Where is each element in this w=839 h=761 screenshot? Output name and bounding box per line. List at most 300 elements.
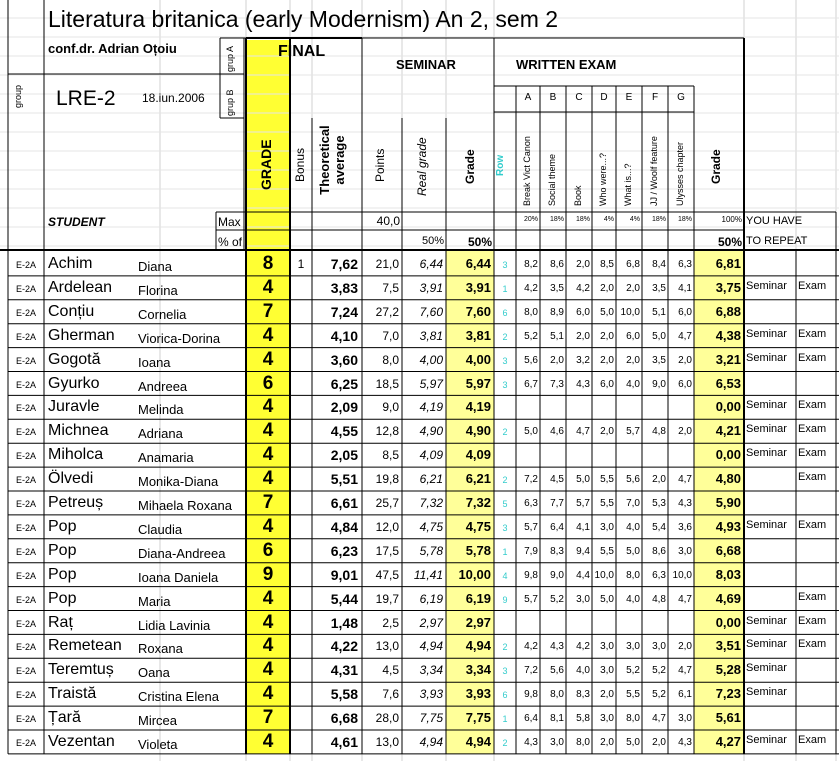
group-cell[interactable]: E-2A xyxy=(16,379,37,390)
real-grade-cell[interactable]: 4,75 xyxy=(419,519,443,534)
theoretical-average-cell[interactable]: 2,09 xyxy=(330,399,358,416)
exam-score-cell[interactable]: 3,0 xyxy=(652,641,666,653)
row-number-cell[interactable]: 1 xyxy=(502,546,508,557)
exam-score-cell[interactable]: 5,1 xyxy=(550,330,564,342)
exam-score-cell[interactable]: 4,7 xyxy=(678,330,692,342)
exam-grade-cell[interactable]: 4,93 xyxy=(715,518,741,534)
theoretical-average-cell[interactable]: 4,61 xyxy=(330,734,358,750)
repeat-seminar-cell[interactable]: Seminar xyxy=(746,614,787,627)
exam-score-cell[interactable]: 2,0 xyxy=(652,474,666,486)
exam-score-cell[interactable]: 9,0 xyxy=(550,569,564,581)
last-name-cell[interactable]: Conțiu xyxy=(48,302,95,320)
points-cell[interactable]: 7,0 xyxy=(382,328,399,343)
final-grade-cell[interactable]: 4 xyxy=(262,515,274,537)
exam-score-cell[interactable]: 3,5 xyxy=(550,282,564,294)
first-name-cell[interactable]: Diana-Andreea xyxy=(138,545,226,561)
repeat-exam-cell[interactable]: Exam xyxy=(798,614,827,627)
exam-score-cell[interactable]: 5,7 xyxy=(626,426,640,438)
theoretical-average-cell[interactable]: 2,05 xyxy=(330,447,358,464)
points-cell[interactable]: 8,5 xyxy=(382,448,399,463)
group-cell[interactable]: E-2A xyxy=(16,570,37,581)
first-name-cell[interactable]: Diana xyxy=(138,259,172,274)
exam-score-cell[interactable]: 3,0 xyxy=(678,545,692,557)
exam-score-cell[interactable]: 4,3 xyxy=(678,498,692,509)
points-cell[interactable]: 7,6 xyxy=(382,687,399,702)
real-grade-cell[interactable]: 4,94 xyxy=(419,735,443,749)
row-number-cell[interactable]: 6 xyxy=(502,307,508,318)
exam-score-cell[interactable]: 7,3 xyxy=(550,378,564,390)
exam-score-cell[interactable]: 4,0 xyxy=(626,378,640,390)
real-grade-cell[interactable]: 11,41 xyxy=(413,567,443,582)
exam-score-cell[interactable]: 4,3 xyxy=(678,737,692,748)
exam-score-cell[interactable]: 5,2 xyxy=(626,665,640,677)
real-grade-cell[interactable]: 3,91 xyxy=(419,280,443,295)
group-cell[interactable]: E-2A xyxy=(16,451,37,462)
last-name-cell[interactable]: Remetean xyxy=(48,637,122,655)
theoretical-average-cell[interactable]: 6,23 xyxy=(330,542,358,559)
repeat-seminar-cell[interactable]: Seminar xyxy=(746,279,787,292)
real-grade-cell[interactable]: 4,94 xyxy=(419,639,443,654)
exam-score-cell[interactable]: 2,0 xyxy=(626,282,640,294)
repeat-seminar-cell[interactable]: Seminar xyxy=(746,662,787,675)
exam-score-cell[interactable]: 2,0 xyxy=(626,354,640,366)
exam-score-cell[interactable]: 6,3 xyxy=(524,498,538,509)
final-grade-cell[interactable]: 4 xyxy=(262,635,274,657)
exam-score-cell[interactable]: 3,0 xyxy=(600,521,614,533)
exam-score-cell[interactable]: 2,0 xyxy=(600,737,614,748)
group-cell[interactable]: E-2A xyxy=(16,594,37,605)
repeat-exam-cell[interactable]: Exam xyxy=(798,471,827,484)
exam-score-cell[interactable]: 4,7 xyxy=(678,665,692,677)
row-number-cell[interactable]: 2 xyxy=(502,475,508,486)
exam-score-cell[interactable]: 3,0 xyxy=(600,665,614,677)
exam-score-cell[interactable]: 4,7 xyxy=(678,474,692,486)
points-cell[interactable]: 9,0 xyxy=(382,400,399,415)
points-cell[interactable]: 2,5 xyxy=(382,615,399,630)
exam-score-cell[interactable]: 5,2 xyxy=(524,330,538,342)
exam-score-cell[interactable]: 4,8 xyxy=(652,593,666,605)
exam-score-cell[interactable]: 2,0 xyxy=(600,282,614,294)
exam-score-cell[interactable]: 6,4 xyxy=(524,713,538,725)
repeat-exam-cell[interactable]: Exam xyxy=(798,399,827,412)
seminar-grade-cell[interactable]: 5,78 xyxy=(465,542,491,558)
exam-score-cell[interactable]: 8,1 xyxy=(550,713,564,725)
first-name-cell[interactable]: Cristina Elena xyxy=(138,689,219,705)
group-cell[interactable]: E-2A xyxy=(16,427,37,438)
seminar-grade-cell[interactable]: 4,09 xyxy=(465,447,491,463)
group-cell[interactable]: E-2A xyxy=(16,522,37,533)
exam-score-cell[interactable]: 6,0 xyxy=(678,306,692,318)
exam-score-cell[interactable]: 3,5 xyxy=(652,354,666,366)
real-grade-cell[interactable]: 5,78 xyxy=(419,543,443,558)
last-name-cell[interactable]: Michnea xyxy=(48,422,109,440)
exam-score-cell[interactable]: 8,0 xyxy=(576,737,590,748)
exam-score-cell[interactable]: 8,6 xyxy=(652,545,666,557)
theoretical-average-cell[interactable]: 4,84 xyxy=(330,518,358,535)
exam-score-cell[interactable]: 10,0 xyxy=(594,569,614,581)
theoretical-average-cell[interactable]: 4,10 xyxy=(330,327,358,344)
exam-score-cell[interactable]: 4,1 xyxy=(678,282,692,294)
exam-score-cell[interactable]: 2,0 xyxy=(600,330,614,342)
final-grade-cell[interactable]: 4 xyxy=(262,276,274,298)
first-name-cell[interactable]: Claudia xyxy=(138,521,183,537)
exam-grade-cell[interactable]: 6,81 xyxy=(715,256,741,271)
row-number-cell[interactable]: 3 xyxy=(502,522,508,533)
theoretical-average-cell[interactable]: 5,44 xyxy=(330,590,358,607)
points-cell[interactable]: 28,0 xyxy=(375,711,399,726)
group-cell[interactable]: E-2A xyxy=(16,546,37,557)
repeat-exam-cell[interactable]: Exam xyxy=(798,423,827,436)
repeat-exam-cell[interactable]: Exam xyxy=(798,638,827,651)
first-name-cell[interactable]: Lidia Lavinia xyxy=(138,617,211,633)
exam-score-cell[interactable]: 5,5 xyxy=(600,545,614,557)
repeat-seminar-cell[interactable]: Seminar xyxy=(746,327,787,340)
theoretical-average-cell[interactable]: 3,83 xyxy=(330,279,358,296)
exam-score-cell[interactable]: 6,0 xyxy=(576,306,590,318)
seminar-grade-cell[interactable]: 4,00 xyxy=(465,351,491,367)
seminar-grade-cell[interactable]: 3,81 xyxy=(465,327,491,343)
final-grade-cell[interactable]: 4 xyxy=(262,659,274,681)
seminar-grade-cell[interactable]: 6,21 xyxy=(465,471,491,487)
repeat-exam-cell[interactable]: Exam xyxy=(798,327,827,340)
group-cell[interactable]: E-2A xyxy=(16,475,37,486)
theoretical-average-cell[interactable]: 3,60 xyxy=(330,351,358,368)
exam-score-cell[interactable]: 5,3 xyxy=(652,498,666,509)
exam-score-cell[interactable]: 3,2 xyxy=(576,354,590,366)
seminar-grade-cell[interactable]: 7,75 xyxy=(465,710,491,726)
points-cell[interactable]: 19,7 xyxy=(375,591,399,606)
final-grade-cell[interactable]: 4 xyxy=(262,444,274,466)
exam-score-cell[interactable]: 5,6 xyxy=(524,354,538,366)
group-cell[interactable]: E-2A xyxy=(16,690,37,701)
row-number-cell[interactable]: 3 xyxy=(502,260,508,270)
exam-score-cell[interactable]: 6,0 xyxy=(626,330,640,342)
exam-score-cell[interactable]: 8,6 xyxy=(550,259,564,270)
exam-score-cell[interactable]: 9,0 xyxy=(652,378,666,390)
real-grade-cell[interactable]: 3,93 xyxy=(419,687,443,702)
repeat-seminar-cell[interactable]: Seminar xyxy=(746,423,787,436)
seminar-grade-cell[interactable]: 4,19 xyxy=(465,399,491,415)
repeat-seminar-cell[interactable]: Seminar xyxy=(746,447,787,460)
repeat-seminar-cell[interactable]: Seminar xyxy=(746,638,787,651)
exam-score-cell[interactable]: 6,8 xyxy=(626,259,640,270)
exam-score-cell[interactable]: 5,0 xyxy=(576,474,590,486)
exam-score-cell[interactable]: 4,0 xyxy=(576,665,590,677)
exam-score-cell[interactable]: 4,2 xyxy=(576,282,590,294)
exam-score-cell[interactable]: 8,5 xyxy=(600,259,614,270)
points-cell[interactable]: 25,7 xyxy=(375,496,399,510)
exam-score-cell[interactable]: 5,2 xyxy=(652,665,666,677)
final-grade-cell[interactable]: 6 xyxy=(262,372,274,394)
theoretical-average-cell[interactable]: 1,48 xyxy=(330,614,358,631)
exam-score-cell[interactable]: 8,0 xyxy=(626,713,640,725)
exam-score-cell[interactable]: 8,0 xyxy=(550,689,564,701)
first-name-cell[interactable]: Mircea xyxy=(138,713,178,729)
row-number-cell[interactable]: 3 xyxy=(502,355,508,366)
points-cell[interactable]: 12,0 xyxy=(375,519,399,534)
exam-score-cell[interactable]: 4,3 xyxy=(524,737,538,748)
group-cell[interactable]: E-2A xyxy=(16,666,37,677)
exam-score-cell[interactable]: 5,8 xyxy=(576,713,590,725)
group-cell[interactable]: E-2A xyxy=(16,714,37,725)
exam-score-cell[interactable]: 5,5 xyxy=(600,498,614,509)
exam-score-cell[interactable]: 4,6 xyxy=(550,426,564,438)
last-name-cell[interactable]: Teremtuș xyxy=(48,661,114,679)
row-number-cell[interactable]: 2 xyxy=(502,427,508,438)
exam-grade-cell[interactable]: 5,28 xyxy=(715,662,741,678)
row-number-cell[interactable]: 2 xyxy=(502,642,508,653)
seminar-grade-cell[interactable]: 5,97 xyxy=(465,375,491,391)
exam-score-cell[interactable]: 5,2 xyxy=(550,593,564,605)
exam-score-cell[interactable]: 10,0 xyxy=(672,569,692,581)
real-grade-cell[interactable]: 3,81 xyxy=(419,328,443,343)
exam-score-cell[interactable]: 5,2 xyxy=(652,689,666,701)
real-grade-cell[interactable]: 7,60 xyxy=(419,304,443,319)
exam-score-cell[interactable]: 3,0 xyxy=(576,593,590,605)
exam-score-cell[interactable]: 8,9 xyxy=(550,306,564,318)
first-name-cell[interactable]: Anamaria xyxy=(138,450,194,466)
exam-score-cell[interactable]: 4,0 xyxy=(626,521,640,533)
seminar-grade-cell[interactable]: 4,94 xyxy=(465,638,491,654)
exam-score-cell[interactable]: 6,1 xyxy=(678,689,692,701)
group-cell[interactable]: E-2A xyxy=(16,642,37,653)
exam-score-cell[interactable]: 5,7 xyxy=(524,593,538,605)
seminar-grade-cell[interactable]: 3,91 xyxy=(465,279,491,295)
row-number-cell[interactable]: 2 xyxy=(502,738,508,748)
exam-score-cell[interactable]: 4,3 xyxy=(576,378,590,390)
exam-score-cell[interactable]: 2,0 xyxy=(678,354,692,366)
exam-grade-cell[interactable]: 4,69 xyxy=(715,590,741,606)
exam-score-cell[interactable]: 8,0 xyxy=(626,569,640,581)
exam-score-cell[interactable]: 4,7 xyxy=(678,593,692,605)
exam-score-cell[interactable]: 4,8 xyxy=(652,426,666,438)
exam-score-cell[interactable]: 2,0 xyxy=(678,641,692,653)
exam-grade-cell[interactable]: 3,21 xyxy=(715,351,741,367)
exam-grade-cell[interactable]: 6,53 xyxy=(715,375,741,391)
exam-score-cell[interactable]: 5,0 xyxy=(626,545,640,557)
exam-grade-cell[interactable]: 6,88 xyxy=(715,303,741,319)
exam-score-cell[interactable]: 2,0 xyxy=(600,689,614,701)
repeat-seminar-cell[interactable]: Seminar xyxy=(746,734,787,746)
points-cell[interactable]: 4,5 xyxy=(382,663,399,678)
exam-score-cell[interactable]: 5,1 xyxy=(652,306,666,318)
theoretical-average-cell[interactable]: 4,22 xyxy=(330,638,358,655)
theoretical-average-cell[interactable]: 6,25 xyxy=(330,375,358,392)
theoretical-average-cell[interactable]: 4,31 xyxy=(330,662,358,679)
repeat-exam-cell[interactable]: Exam xyxy=(798,590,827,603)
exam-score-cell[interactable]: 10,0 xyxy=(620,306,640,318)
real-grade-cell[interactable]: 4,90 xyxy=(419,424,443,439)
real-grade-cell[interactable]: 2,97 xyxy=(419,615,443,630)
first-name-cell[interactable]: Maria xyxy=(138,593,171,609)
final-grade-cell[interactable]: 4 xyxy=(262,611,274,633)
exam-score-cell[interactable]: 4,4 xyxy=(576,569,590,581)
exam-score-cell[interactable]: 8,3 xyxy=(576,689,590,701)
final-grade-cell[interactable]: 8 xyxy=(262,253,274,274)
exam-score-cell[interactable]: 4,2 xyxy=(524,282,538,294)
real-grade-cell[interactable]: 4,09 xyxy=(419,448,443,463)
exam-score-cell[interactable]: 9,4 xyxy=(576,545,590,557)
exam-score-cell[interactable]: 2,0 xyxy=(550,354,564,366)
exam-score-cell[interactable]: 2,0 xyxy=(652,737,666,748)
exam-score-cell[interactable]: 3,0 xyxy=(550,737,564,748)
real-grade-cell[interactable]: 7,32 xyxy=(419,496,443,510)
row-number-cell[interactable]: 3 xyxy=(502,666,508,677)
theoretical-average-cell[interactable]: 6,68 xyxy=(330,710,358,727)
exam-score-cell[interactable]: 5,0 xyxy=(652,330,666,342)
exam-score-cell[interactable]: 7,9 xyxy=(524,545,538,557)
first-name-cell[interactable]: Monika-Diana xyxy=(138,474,219,490)
first-name-cell[interactable]: Mihaela Roxana xyxy=(138,498,232,513)
row-number-cell[interactable]: 5 xyxy=(502,499,508,509)
group-cell[interactable]: E-2A xyxy=(16,283,37,294)
first-name-cell[interactable]: Oana xyxy=(138,665,170,681)
group-cell[interactable]: E-2A xyxy=(16,355,37,366)
last-name-cell[interactable]: Pop xyxy=(48,517,77,535)
exam-score-cell[interactable]: 3,0 xyxy=(600,641,614,653)
seminar-grade-cell[interactable]: 3,34 xyxy=(465,662,491,678)
exam-grade-cell[interactable]: 4,38 xyxy=(715,327,741,343)
final-grade-cell[interactable]: 4 xyxy=(262,396,274,418)
exam-score-cell[interactable]: 6,3 xyxy=(678,259,692,270)
theoretical-average-cell[interactable]: 5,58 xyxy=(330,686,358,703)
exam-score-cell[interactable]: 4,2 xyxy=(524,641,538,653)
exam-grade-cell[interactable]: 4,21 xyxy=(715,423,741,439)
exam-score-cell[interactable]: 6,4 xyxy=(550,521,564,533)
group-cell[interactable]: E-2A xyxy=(16,403,37,414)
exam-score-cell[interactable]: 2,0 xyxy=(576,259,590,270)
row-number-cell[interactable]: 4 xyxy=(502,570,508,581)
last-name-cell[interactable]: Țară xyxy=(48,709,81,727)
exam-score-cell[interactable]: 5,0 xyxy=(626,737,640,748)
repeat-exam-cell[interactable]: Exam xyxy=(798,447,827,460)
last-name-cell[interactable]: Ardelean xyxy=(48,278,113,296)
exam-score-cell[interactable]: 4,0 xyxy=(626,593,640,605)
repeat-seminar-cell[interactable]: Seminar xyxy=(746,686,787,699)
row-number-cell[interactable]: 2 xyxy=(502,331,508,342)
exam-score-cell[interactable]: 6,0 xyxy=(678,378,692,390)
seminar-grade-cell[interactable]: 3,93 xyxy=(465,686,491,702)
exam-score-cell[interactable]: 2,0 xyxy=(600,354,614,366)
last-name-cell[interactable]: Gherman xyxy=(48,326,115,344)
first-name-cell[interactable]: Ioana Daniela xyxy=(138,569,219,585)
row-number-cell[interactable]: 1 xyxy=(502,283,508,294)
exam-score-cell[interactable]: 5,0 xyxy=(524,426,538,438)
row-number-cell[interactable]: 3 xyxy=(502,379,508,390)
points-cell[interactable]: 19,8 xyxy=(375,472,399,487)
exam-score-cell[interactable]: 5,7 xyxy=(576,498,590,509)
repeat-exam-cell[interactable]: Exam xyxy=(798,351,827,364)
exam-score-cell[interactable]: 6,0 xyxy=(600,378,614,390)
last-name-cell[interactable]: Raț xyxy=(48,613,73,631)
final-grade-cell[interactable]: 7 xyxy=(262,707,274,729)
seminar-grade-cell[interactable]: 4,90 xyxy=(465,423,491,439)
last-name-cell[interactable]: Petreuș xyxy=(48,494,104,511)
exam-score-cell[interactable]: 5,5 xyxy=(600,474,614,486)
exam-score-cell[interactable]: 4,7 xyxy=(576,426,590,438)
real-grade-cell[interactable]: 6,19 xyxy=(419,591,443,606)
final-grade-cell[interactable]: 7 xyxy=(262,300,274,322)
seminar-grade-cell[interactable]: 4,94 xyxy=(465,734,491,749)
last-name-cell[interactable]: Juravle xyxy=(48,398,100,416)
exam-score-cell[interactable]: 5,6 xyxy=(550,665,564,677)
points-cell[interactable]: 13,0 xyxy=(375,639,399,654)
first-name-cell[interactable]: Andreea xyxy=(138,378,188,394)
row-number-cell[interactable]: 6 xyxy=(502,690,508,701)
bonus-cell[interactable]: 1 xyxy=(297,257,305,271)
repeat-exam-cell[interactable]: Exam xyxy=(798,734,827,746)
group-cell[interactable]: E-2A xyxy=(16,331,37,342)
exam-grade-cell[interactable]: 0,00 xyxy=(715,399,741,415)
points-cell[interactable]: 12,8 xyxy=(375,424,399,439)
theoretical-average-cell[interactable]: 9,01 xyxy=(330,566,358,583)
repeat-exam-cell[interactable]: Exam xyxy=(798,279,827,292)
last-name-cell[interactable]: Gogotă xyxy=(48,350,101,368)
exam-score-cell[interactable]: 3,5 xyxy=(652,282,666,294)
real-grade-cell[interactable]: 7,75 xyxy=(419,711,443,726)
repeat-seminar-cell[interactable]: Seminar xyxy=(746,351,787,364)
final-grade-cell[interactable]: 4 xyxy=(262,348,274,370)
first-name-cell[interactable]: Florina xyxy=(138,282,178,298)
last-name-cell[interactable]: Vezentan xyxy=(48,733,115,750)
last-name-cell[interactable]: Pop xyxy=(48,589,77,607)
last-name-cell[interactable]: Ölvedi xyxy=(48,470,94,488)
exam-score-cell[interactable]: 4,7 xyxy=(652,713,666,725)
repeat-exam-cell[interactable]: Exam xyxy=(798,518,827,531)
points-cell[interactable]: 8,0 xyxy=(382,352,399,367)
exam-score-cell[interactable]: 3,0 xyxy=(626,641,640,653)
exam-grade-cell[interactable]: 7,23 xyxy=(715,686,741,702)
points-cell[interactable]: 13,0 xyxy=(375,735,399,749)
theoretical-average-cell[interactable]: 4,55 xyxy=(330,423,358,440)
final-grade-cell[interactable]: 4 xyxy=(262,468,274,490)
exam-score-cell[interactable]: 6,7 xyxy=(524,378,538,390)
exam-score-cell[interactable]: 2,0 xyxy=(600,426,614,438)
exam-score-cell[interactable]: 7,0 xyxy=(626,498,640,509)
row-number-cell[interactable]: 9 xyxy=(502,594,508,605)
exam-grade-cell[interactable]: 3,75 xyxy=(715,279,741,295)
repeat-seminar-cell[interactable]: Seminar xyxy=(746,518,787,531)
group-cell[interactable]: E-2A xyxy=(16,260,37,270)
exam-score-cell[interactable]: 5,0 xyxy=(600,306,614,318)
real-grade-cell[interactable]: 5,97 xyxy=(419,376,443,391)
seminar-grade-cell[interactable]: 6,44 xyxy=(465,256,491,271)
exam-score-cell[interactable]: 4,3 xyxy=(550,641,564,653)
exam-score-cell[interactable]: 5,4 xyxy=(652,521,666,533)
points-cell[interactable]: 47,5 xyxy=(375,567,399,582)
seminar-grade-cell[interactable]: 2,97 xyxy=(465,614,491,630)
exam-grade-cell[interactable]: 4,27 xyxy=(715,734,741,749)
theoretical-average-cell[interactable]: 6,61 xyxy=(330,495,358,511)
exam-score-cell[interactable]: 7,2 xyxy=(524,665,538,677)
theoretical-average-cell[interactable]: 5,51 xyxy=(330,471,358,488)
last-name-cell[interactable]: Pop xyxy=(48,565,77,583)
points-cell[interactable]: 27,2 xyxy=(375,304,399,319)
last-name-cell[interactable]: Miholca xyxy=(48,446,104,464)
final-grade-cell[interactable]: 4 xyxy=(262,420,274,442)
exam-score-cell[interactable]: 9,8 xyxy=(524,569,538,581)
final-grade-cell[interactable]: 7 xyxy=(262,492,274,513)
final-grade-cell[interactable]: 4 xyxy=(262,683,274,705)
group-cell[interactable]: E-2A xyxy=(16,307,37,318)
exam-score-cell[interactable]: 8,4 xyxy=(652,259,666,270)
final-grade-cell[interactable]: 9 xyxy=(262,563,274,585)
seminar-grade-cell[interactable]: 10,00 xyxy=(458,566,491,582)
exam-score-cell[interactable]: 9,8 xyxy=(524,689,538,701)
repeat-seminar-cell[interactable]: Seminar xyxy=(746,399,787,412)
exam-score-cell[interactable]: 4,2 xyxy=(576,641,590,653)
real-grade-cell[interactable]: 6,21 xyxy=(419,472,443,487)
